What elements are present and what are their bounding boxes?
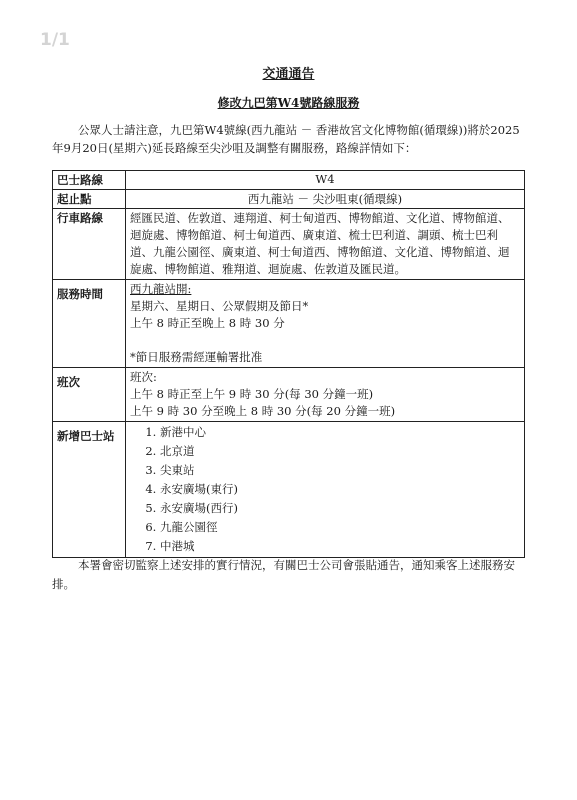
frequency-row [53,368,525,422]
stop-item: 5. 永安廣場(西行) [160,499,520,518]
page-indicator: 1/1 [40,30,70,50]
route-label: 巴士路線 [53,171,126,190]
service-value [126,280,525,368]
frequency-label: 班次 [53,368,126,422]
route-row [53,171,525,190]
routing-row [53,209,525,280]
stop-item: 2. 北京道 [160,442,520,461]
stop-item: 3. 尖東站 [160,461,520,480]
frequency-line: 上午 8 時正至上午 9 時 30 分(每 30 分鐘一班) [130,387,374,401]
frequency-line: 班次: [130,370,157,384]
service-row [53,280,525,368]
stop-item: 6. 九龍公園徑 [160,518,520,537]
service-line: *節日服務需經運輸署批准 [130,350,263,364]
route-value: W4 [126,171,525,190]
frequency-line: 上午 9 時 30 分至晚上 8 時 30 分(每 20 分鐘一班) [130,404,396,418]
closing-paragraph: 本署會密切監察上述安排的實行情況，有關巴士公司會張貼通告，通知乘客上述服務安排。 [52,558,515,591]
stops-row [53,422,525,558]
service-line [130,332,520,349]
stop-item: 4. 永安廣場(東行) [160,480,520,499]
frequency-value [126,368,525,422]
routing-value: 經匯民道、佐敦道、連翔道、柯士甸道西、博物館道、文化道、博物館道、迴旋處、博物館道、柯士甸道西、廣東道、梳士巴利道、調頭、梳士巴利道、九龍公園徑、廣東道、柯士甸道西、博物館道、文化道、博物館道、迴旋處、博物館道、雅翔道、迴旋處、佐敦道及匯民道。 [126,209,525,280]
route-info-table [52,170,525,558]
service-line: 星期六、星期日、公眾假期及節日* [130,299,309,313]
notice-subtitle: 修改九巴第W4號路線服務 [217,96,360,110]
service-line: 西九龍站開: [130,282,192,296]
intro-paragraph: 公眾人士請注意，九巴第W4號線(西九龍站 － 香港故宮文化博物館(循環線))將於2025年9月20日(星期六)延長路線至尖沙咀及調整有關服務，路線詳情如下： [52,123,520,155]
stop-item: 7. 中港城 [160,537,520,556]
routing-label: 行車路線 [53,209,126,280]
termini-label: 起止點 [53,190,126,209]
termini-value: 西九龍站 － 尖沙咀東(循環線) [126,190,525,209]
notice-title: 交通通告 [262,67,315,82]
stops-list [130,423,520,556]
stop-item: 1. 新港中心 [160,423,520,442]
service-line: 上午 8 時正至晚上 8 時 30 分 [130,316,285,330]
stops-label: 新增巴士站 [53,422,126,558]
termini-row [53,190,525,209]
service-label: 服務時間 [53,280,126,368]
stops-value [126,422,525,558]
